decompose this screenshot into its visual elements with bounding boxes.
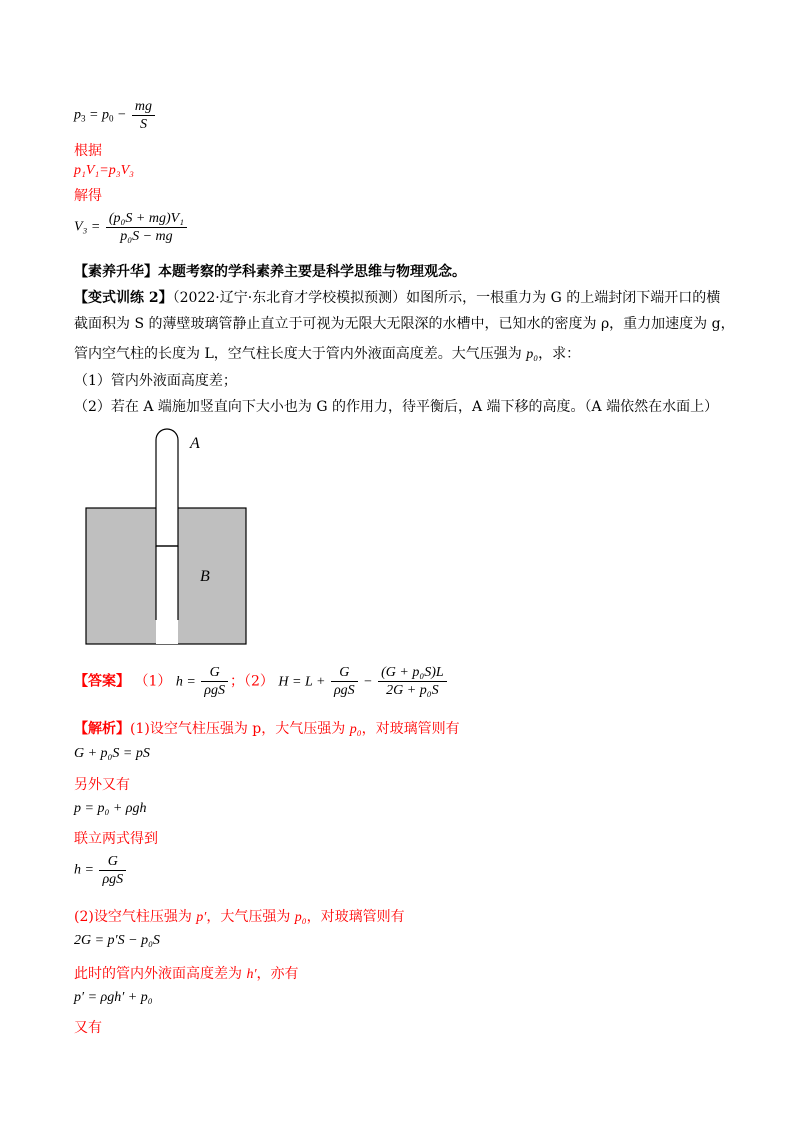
- equation-1: G + p₀S = pS: [74, 746, 150, 761]
- label-youyou: 又有: [74, 1020, 102, 1036]
- answer-fraction-g: $\frac{G}{\text{ρgS}}$: [331, 664, 358, 699]
- problem-line-2: 截面积为 S 的薄壁玻璃管静止直立于可视为无限大无限深的水槽中，已知水的密度为 ρ，重力加速度为 g，: [74, 316, 735, 332]
- problem-line-1: 【变式训练 2】（2022·辽宁·东北育才学校模拟预测）如图所示，一根重力为 G 的上端封闭下端开口的横: [74, 290, 721, 306]
- analysis-part2-intro: (2)设空气柱压强为 p′，大气压强为 p₀，对玻璃管则有: [74, 909, 405, 925]
- equation-2: p = p₀ + ρgh: [74, 801, 147, 816]
- label-lianli: 联立两式得到: [74, 831, 158, 847]
- fraction-g-over-rhogs: $\frac{G}{\text{ρgS}}$: [99, 853, 126, 888]
- answer-fraction-h: $\frac{G}{\text{ρgS}}$: [201, 664, 228, 699]
- problem-line-3: 管内空气柱的长度为 L，空气柱长度大于管内外液面高度差。大气压强为 p₀，求：: [74, 346, 581, 362]
- answer-row: 【答案】 （1） h = $\frac{G}{\text{ρgS}}$ ；（2） H = L + $\frac{G}{\text{ρgS}}$ − $\frac{\text{(G + p₀S)L}}{\text{2G + p₀S}}$: [74, 664, 449, 699]
- fraction-v3: $\frac{\text{(p₀S + mg)V₁}}{\text{p₀S − mg}}$: [106, 210, 187, 245]
- answer-fraction-h-term: $\frac{\text{(G + p₀S)L}}{\text{2G + p₀S}}$: [378, 664, 447, 699]
- analysis-part1-intro: 【解析】(1)设空气柱压强为 p，大气压强为 p₀，对玻璃管则有: [74, 721, 460, 737]
- equation-v3: V₃ = $\frac{\text{(p₀S + mg)V₁}}{\text{p₀S − mg}}$: [74, 210, 189, 245]
- equation-5: p′ = ρgh′ + p₀: [74, 990, 153, 1005]
- tube-in-water-diagram: [80, 424, 260, 648]
- analysis-part2-line2: 此时的管内外液面高度差为 h′，亦有: [74, 966, 299, 982]
- label-b: B: [200, 568, 210, 585]
- tube-interior-water-gap: [156, 546, 178, 644]
- glass-tube-air-column: [156, 429, 178, 546]
- literacy-heading: 【素养升华】本题考察的学科素养主要是科学思维与物理观念。: [74, 264, 466, 280]
- label-a: A: [190, 435, 200, 452]
- problem-tag: 【变式训练 2】: [74, 290, 173, 306]
- answer-tag: 【答案】: [74, 673, 130, 690]
- fraction-mg-over-s: $\frac{mg}{S}$: [132, 98, 155, 133]
- equation-p3: $p_3 = p_0$ − $\frac{mg}{S}$: [74, 98, 157, 133]
- boyle-law-equation: p₁V₁=p₃V₃: [74, 163, 135, 178]
- label-jiede: 解得: [74, 188, 102, 204]
- equation-4: 2G = p′S − p₀S: [74, 933, 160, 948]
- analysis-tag: 【解析】: [74, 721, 130, 737]
- label-genju: 根据: [74, 143, 102, 159]
- question-2: （2）若在 A 端施加竖直向下大小也为 G 的作用力，待平衡后，A 端下移的高度。（A 端依然在水面上）: [74, 399, 719, 415]
- label-lingwai: 另外又有: [74, 777, 130, 793]
- equation-3: h = $\frac{G}{\text{ρgS}}$: [74, 853, 128, 888]
- question-1: （1）管内外液面高度差；: [74, 373, 237, 389]
